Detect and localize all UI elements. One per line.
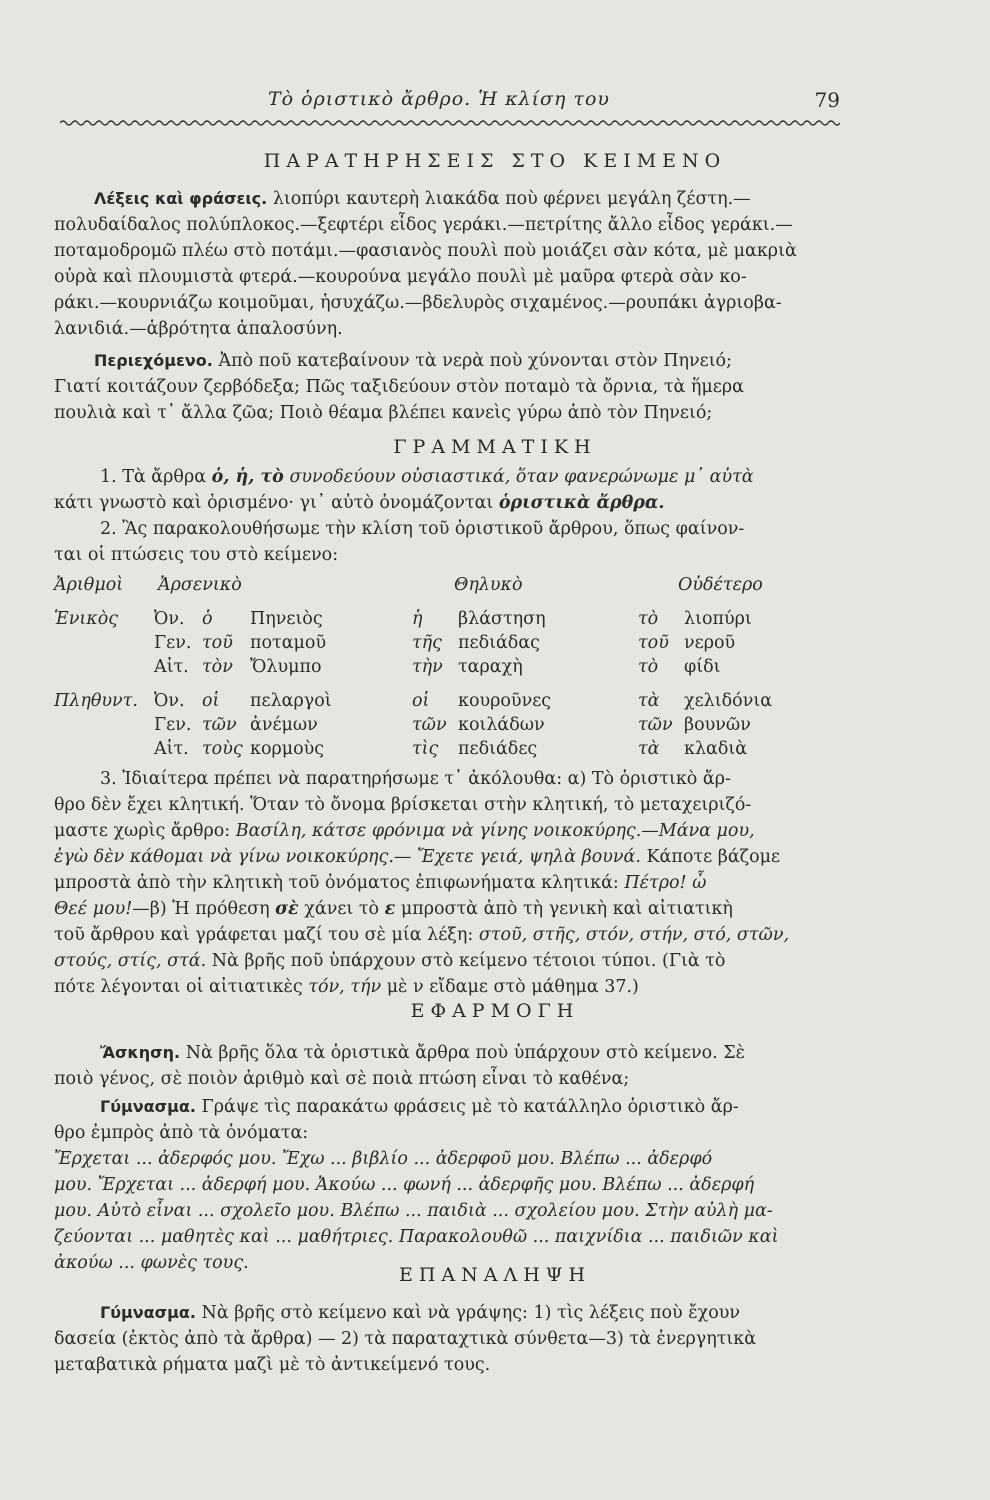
- note-example: Θεέ μου!: [54, 899, 133, 919]
- note-text: —β) Ἡ πρόθεση: [132, 899, 270, 919]
- article-cell: τῶν: [202, 715, 237, 735]
- noun-cell: κλαδιὰ: [684, 739, 748, 759]
- table-row: [54, 715, 840, 739]
- declension-table: [54, 575, 840, 763]
- note-line: 3. Ἰδιαίτερα πρέπει νὰ παρατηρήσωμε τ᾽ ἀκόλουθα: α) Τὸ ὁριστικὸ ἄρ-: [100, 769, 731, 789]
- note-text: μαστε χωρὶς ἄρθρο:: [54, 821, 231, 841]
- noun-cell: κουροῦνες: [458, 691, 552, 711]
- noun-cell: νεροῦ: [684, 633, 736, 653]
- section-heading-application: ΕΦΑΡΜΟΓΗ: [410, 1000, 580, 1022]
- noun-cell: πεδιάδας: [458, 633, 540, 653]
- grammar-text: κάτι γνωστὸ καὶ ὁρισμένο· γι᾽ αὐτὸ ὀνομάζονται: [54, 493, 494, 513]
- article-cell: οἱ: [412, 691, 430, 711]
- header-cell: Οὐδέτερο: [678, 575, 763, 595]
- note-example: Βασίλη, κάτσε φρόνιμα νὰ γίνης νοικοκύρης.—Μάνα μου,: [235, 821, 755, 841]
- gymnasma-label: Γύμνασμα.: [100, 1303, 196, 1322]
- noun-cell: βουνῶν: [684, 715, 751, 735]
- noun-cell: ἀνέμων: [250, 715, 318, 735]
- noun-cell: λιοπύρι: [684, 609, 752, 629]
- exercise-text: Γράψε τὶς παρακάτω φράσεις μὲ τὸ κατάλληλο ὁριστικὸ ἄρ-: [201, 1097, 739, 1117]
- case-label: Αἰτ.: [154, 657, 189, 677]
- article-cell: τὰ: [638, 691, 660, 711]
- note-example: Πέτρο! ὦ: [624, 873, 707, 893]
- lexeis-line: ράκι.—κουρνιάζω κοιμοῦμαι, ἡσυχάζω.—βδελυρὸς σιχαμένος.—ρουπάκι ἀγριοβα-: [54, 293, 782, 313]
- exercise-text: Ἔρχεται ... ἀδερφός μου. Ἔχω ... βιβλίο ... ἀδερφοῦ μου. Βλέπω ... ἀδερφό: [54, 1149, 713, 1169]
- article-cell: τῶν: [638, 715, 673, 735]
- article-cell: τὰ: [638, 739, 660, 759]
- article-cell: τοῦ: [638, 633, 669, 653]
- article-cell: τὶς: [412, 739, 439, 759]
- note-text: μπροστὰ ἀπὸ τὴ γενικὴ καὶ αἰτιατικὴ: [400, 899, 733, 919]
- article-cell: τῆς: [412, 633, 442, 653]
- definite-article-term: ὁριστικὰ ἄρθρα.: [498, 493, 665, 513]
- note-example: ἐγὼ δὲν κάθομαι νὰ γίνω νοικοκύρης.— Ἔχετε γειά, ψηλὰ βουνά.: [54, 847, 641, 867]
- content-line: πουλιὰ καὶ τ᾽ ἄλλα ζῶα; Ποιὸ θέαμα βλέπει κανεὶς γύρω ἀπὸ τὸν Πηνειό;: [54, 403, 713, 423]
- gymnasma-label: Γύμνασμα.: [100, 1097, 196, 1116]
- noun-cell: βλάστηση: [458, 609, 546, 629]
- exercise-text: Νὰ βρῆς ὅλα τὰ ὁριστικὰ ἄρθρα ποὺ ὑπάρχουν στὸ κείμενο. Σὲ: [185, 1043, 746, 1063]
- note-line: θρο δὲν ἔχει κλητική. Ὅταν τὸ ὄνομα βρίσκεται στὴν κλητική, τὸ μεταχειριζό-: [54, 795, 752, 815]
- article-cell: τὸ: [638, 657, 659, 677]
- table-row: [54, 657, 840, 681]
- content-label: Περιεχόμενο.: [94, 351, 213, 370]
- header-title: Τὸ ὁριστικὸ ἄρθρο. Ἡ κλίση του: [268, 88, 610, 110]
- noun-cell: πελαργοὶ: [250, 691, 332, 711]
- lexeis-paragraph: [54, 186, 840, 342]
- note-term: ε: [384, 899, 396, 919]
- exercise-text: ποιὸ γένος, σὲ ποιὸν ἀριθμὸ καὶ σὲ ποιὰ πτώση εἶναι τὸ καθένα;: [54, 1069, 630, 1089]
- content-line: Ἀπὸ ποῦ κατεβαίνουν τὰ νερὰ ποὺ χύνονται στὸν Πηνειό;: [218, 351, 732, 371]
- exercise-text: Νὰ βρῆς στὸ κείμενο καὶ νὰ γράψης: 1) τὶς λέξεις ποὺ ἔχουν: [201, 1303, 741, 1323]
- note-example: στοῦ, στῆς, στόν, στήν, στό, στῶν,: [478, 925, 790, 945]
- lexeis-line: λιοπύρι καυτερὴ λιακάδα ποὺ φέρνει μεγάλη ζέστη.—: [272, 189, 751, 209]
- article-cell: οἱ: [202, 691, 220, 711]
- case-label: Γεν.: [154, 633, 192, 653]
- section-heading-observations: ΠΑΡΑΤΗΡΗΣΕΙΣ ΣΤΟ ΚΕΙΜΕΝΟ: [263, 150, 727, 172]
- exercise-text: δασεία (ἐκτὸς ἀπὸ τὰ ἄρθρα) — 2) τὰ παραταχτικὰ σύνθετα—3) τὰ ἐνεργητικὰ: [54, 1329, 757, 1349]
- noun-cell: κοιλάδων: [458, 715, 545, 735]
- article-cell: τῶν: [412, 715, 447, 735]
- noun-cell: Πηνειὸς: [250, 609, 323, 629]
- exercise-text: θρο ἐμπρὸς ἀπὸ τὰ ὀνόματα:: [54, 1123, 309, 1143]
- article-cell: ὁ: [202, 609, 213, 629]
- grammar-text: ται οἱ πτώσεις του στὸ κείμενο:: [54, 545, 339, 565]
- noun-cell: φίδι: [684, 657, 721, 677]
- exercise-text: μεταβατικὰ ρήματα μαζὶ μὲ τὸ ἀντικείμενό τους.: [54, 1355, 491, 1375]
- article-cell: ἡ: [412, 609, 423, 629]
- declension-header-row: [54, 575, 840, 599]
- article-cell: τὸν: [202, 657, 233, 677]
- section-heading-review: ΕΠΑΝΑΛΗΨΗ: [398, 1264, 592, 1286]
- header-cell: Ἀρσενικὸ: [158, 575, 242, 595]
- header-cell: Θηλυκὸ: [454, 575, 523, 595]
- article-cell: τοῦ: [202, 633, 233, 653]
- note-text: μπροστὰ ἀπὸ τὴν κλητικὴ τοῦ ὀνόματος ἐπιφωνήματα κλητικά:: [54, 873, 619, 893]
- note-text: τοῦ ἄρθρου καὶ γράφεται μαζί του σὲ μία λέξη:: [54, 925, 474, 945]
- wavy-rule: [60, 118, 840, 128]
- section-heading-grammar: ΓΡΑΜΜΑΤΙΚΗ: [393, 436, 597, 458]
- article-cell: τὴν: [412, 657, 443, 677]
- note-text: Κάποτε βάζομε: [646, 847, 781, 867]
- page-number: 79: [814, 88, 840, 112]
- noun-cell: κορμοὺς: [250, 739, 325, 759]
- content-paragraph: [54, 348, 840, 426]
- case-label: Ὀν.: [154, 609, 185, 629]
- case-label: Γεν.: [154, 715, 192, 735]
- header-cell: Ἀριθμοὶ: [54, 575, 124, 595]
- noun-cell: Ὄλυμπο: [250, 657, 322, 677]
- content-line: Γιατί κοιτάζουν ζερβόδεξα; Πῶς ταξιδεύουν στὸν ποταμὸ τὰ ὄρνια, τὰ ἥμερα: [54, 377, 744, 397]
- review-paragraph: [54, 1300, 840, 1378]
- note-text: χάνει τὸ: [304, 899, 380, 919]
- article-cell: τὸ: [638, 609, 659, 629]
- table-row: [54, 691, 840, 715]
- grammar-text: συνοδεύουν οὐσιαστικά, ὅταν φανερώνωμε μ᾽ αὐτὰ: [289, 467, 754, 487]
- askisi-paragraph: [54, 1040, 840, 1092]
- running-header: [60, 88, 840, 118]
- note-term: σὲ: [275, 899, 299, 919]
- article-cell: τοὺς: [202, 739, 243, 759]
- lexeis-label: Λέξεις καὶ φράσεις.: [94, 189, 268, 208]
- noun-cell: χελιδόνια: [684, 691, 773, 711]
- note-example: στούς, στίς, στά.: [54, 951, 207, 971]
- lexeis-line: πολυδαίδαλος πολύπλοκος.—ξεφτέρι εἶδος γεράκι.—πετρίτης ἄλλο εἶδος γεράκι.—: [54, 215, 793, 235]
- noun-cell: ταραχὴ: [458, 657, 523, 677]
- lexeis-line: οὐρὰ καὶ πλουμιστὰ φτερά.—κουρούνα μεγάλο πουλὶ μὲ μαῦρα φτερὰ σὰν κο-: [54, 267, 747, 287]
- grammar-paragraph: [54, 464, 840, 568]
- table-row: [54, 633, 840, 657]
- exercise-text: μου. Αὐτὸ εἶναι ... σχολεῖο μου. Βλέπω ... παιδιὰ ... σχολείου μου. Στὴν αὐλὴ μα-: [54, 1201, 773, 1221]
- table-row: [54, 609, 840, 633]
- lexeis-line: ποταμοδρομῶ πλέω στὸ ποτάμι.—φασιανὸς πουλὶ ποὺ μοιάζει σὰν κότα, μὲ μακριὰ: [54, 241, 797, 261]
- noun-cell: πεδιάδες: [458, 739, 538, 759]
- exercise-text: ἀκούω ... φωνὲς τους.: [54, 1253, 249, 1273]
- noun-cell: ποταμοῦ: [250, 633, 327, 653]
- exercise-text: μου. Ἔρχεται ... ἀδερφή μου. Ἀκούω ... φωνή ... ἀδερφῆς μου. Βλέπω ... ἀδερφή: [54, 1175, 755, 1195]
- grammar-note-3: [54, 766, 840, 1000]
- note-text: πότε λέγονται οἱ αἰτιατικὲς: [54, 977, 303, 997]
- askisi-label: Ἄσκηση.: [100, 1043, 181, 1062]
- articles-term: ὁ, ἡ, τὸ: [211, 467, 284, 487]
- exercise-text: ζεύονται ... μαθητὲς καὶ ... μαθήτριες. Παρακολουθῶ ... παιχνίδια ... παιδιῶν καὶ: [54, 1227, 779, 1247]
- note-text: Νὰ βρῆς ποῦ ὑπάρχουν στὸ κείμενο τέτοιοι τύποι. (Γιὰ τὸ: [211, 951, 726, 971]
- grammar-text: 1. Τὰ ἄρθρα: [100, 467, 207, 487]
- gymnasma-paragraph: [54, 1094, 840, 1276]
- grammar-text: 2. Ἂς παρακολουθήσωμε τὴν κλίση τοῦ ὁριστικοῦ ἄρθρου, ὅπως φαίνον-: [100, 519, 745, 539]
- case-label: Ὀν.: [154, 691, 185, 711]
- table-row: [54, 739, 840, 763]
- number-label: Ἑνικὸς: [54, 609, 119, 629]
- number-label: Πληθυντ.: [54, 691, 138, 711]
- lexeis-line: λανιδιά.—ἁβρότητα ἁπαλοσύνη.: [54, 319, 343, 339]
- note-text: μὲ ν εἴδαμε στὸ μάθημα 37.): [386, 977, 639, 997]
- note-example: τόν, τήν: [308, 977, 382, 997]
- case-label: Αἰτ.: [154, 739, 189, 759]
